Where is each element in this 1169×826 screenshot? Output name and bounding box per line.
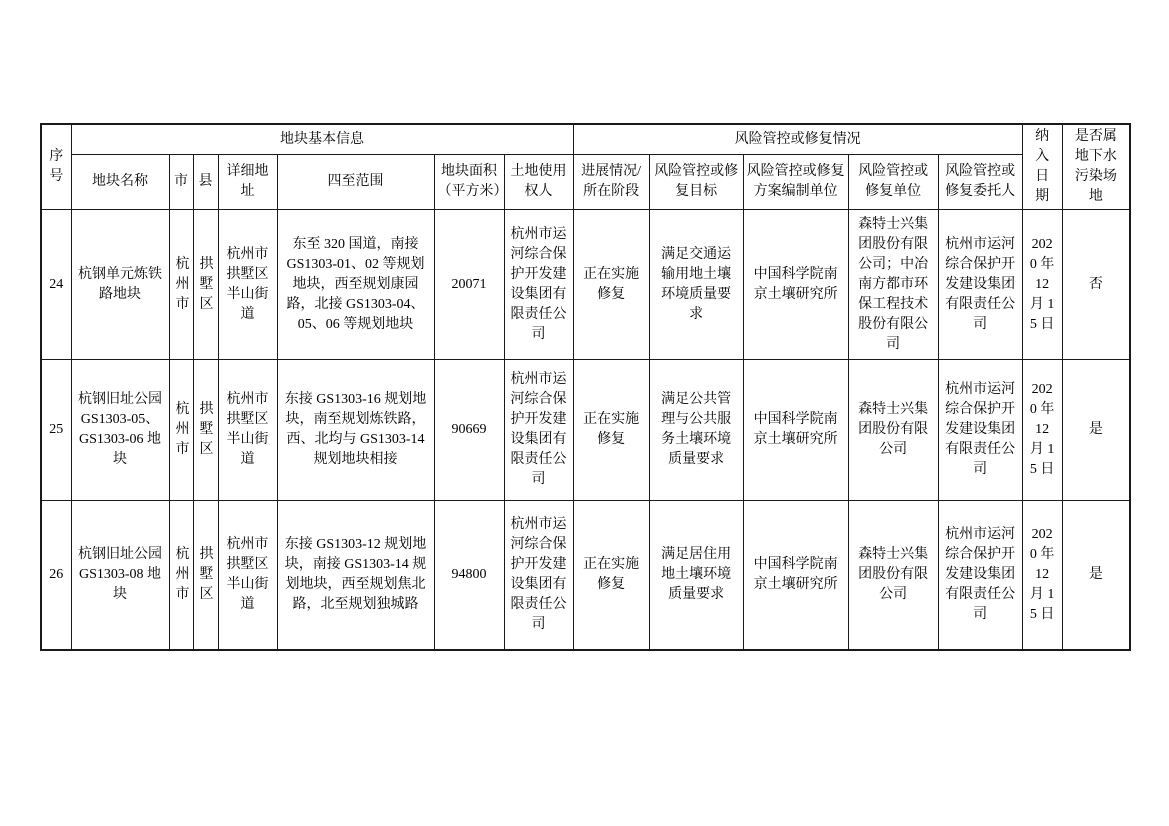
cell-repair-unit: 森特士兴集团股份有限公司 [848, 501, 938, 650]
cell-address: 杭州市拱墅区半山街道 [218, 360, 277, 501]
cell-plan-unit: 中国科学院南京土壤研究所 [743, 210, 848, 360]
table-row [41, 501, 1130, 650]
cell-county: 拱墅区 [193, 360, 218, 501]
cell-progress: 正在实施修复 [573, 360, 649, 501]
cell-inclusion-date: 2020 年 12 月 15 日 [1022, 360, 1062, 501]
subheader-client: 风险管控或修复委托人 [938, 155, 1022, 210]
subheader-county: 县 [193, 155, 218, 210]
table-row [41, 360, 1130, 501]
cell-inclusion-date: 2020 年 12 月 15 日 [1022, 501, 1062, 650]
cell-inclusion-date: 2020 年 12 月 15 日 [1022, 210, 1062, 360]
cell-plan-unit: 中国科学院南京土壤研究所 [743, 360, 848, 501]
subheader-target: 风险管控或修复目标 [649, 155, 743, 210]
cell-seq: 26 [41, 501, 71, 650]
cell-client: 杭州市运河综合保护开发建设集团有限责任公司 [938, 210, 1022, 360]
cell-repair-unit: 森特士兴集团股份有限公司 [848, 360, 938, 501]
cell-repair-unit: 森特士兴集团股份有限公司；中冶南方都市环保工程技术股份有限公司 [848, 210, 938, 360]
subheader-boundary: 四至范围 [277, 155, 434, 210]
header-group-basic-info: 地块基本信息 [71, 124, 573, 155]
cell-area: 20071 [434, 210, 504, 360]
cell-address: 杭州市拱墅区半山街道 [218, 501, 277, 650]
cell-parcel-name: 杭钢旧址公园 GS1303-08 地块 [71, 501, 169, 650]
cell-city: 杭州市 [169, 501, 193, 650]
cell-boundary: 东至 320 国道，南接 GS1303-01、02 等规划地块，西至规划康园路，北接 GS1303-04、05、06 等规划地块 [277, 210, 434, 360]
cell-boundary: 东接 GS1303-16 规划地块，南至规划炼铁路，西、北均与 GS1303-14 规划地块相接 [277, 360, 434, 501]
cell-land-user: 杭州市运河综合保护开发建设集团有限责任公司 [504, 501, 573, 650]
cell-seq: 25 [41, 360, 71, 501]
header-inclusion-date: 纳入日期 [1022, 124, 1062, 210]
land-parcel-registry-table [40, 123, 1131, 651]
cell-groundwater: 是 [1062, 501, 1130, 650]
cell-land-user: 杭州市运河综合保护开发建设集团有限责任公司 [504, 210, 573, 360]
cell-area: 94800 [434, 501, 504, 650]
cell-city: 杭州市 [169, 360, 193, 501]
cell-target: 满足交通运输用地土壤环境质量要求 [649, 210, 743, 360]
cell-address: 杭州市拱墅区半山街道 [218, 210, 277, 360]
cell-area: 90669 [434, 360, 504, 501]
cell-land-user: 杭州市运河综合保护开发建设集团有限责任公司 [504, 360, 573, 501]
cell-plan-unit: 中国科学院南京土壤研究所 [743, 501, 848, 650]
header-groundwater-site: 是否属地下水污染场地 [1062, 124, 1130, 210]
cell-client: 杭州市运河综合保护开发建设集团有限责任公司 [938, 360, 1022, 501]
cell-city: 杭州市 [169, 210, 193, 360]
cell-parcel-name: 杭钢旧址公园 GS1303-05、GS1303-06 地块 [71, 360, 169, 501]
table-row [41, 210, 1130, 360]
cell-progress: 正在实施修复 [573, 501, 649, 650]
cell-progress: 正在实施修复 [573, 210, 649, 360]
cell-target: 满足公共管理与公共服务土壤环境质量要求 [649, 360, 743, 501]
cell-county: 拱墅区 [193, 501, 218, 650]
header-group-risk-control: 风险管控或修复情况 [573, 124, 1022, 155]
cell-groundwater: 否 [1062, 210, 1130, 360]
subheader-area: 地块面积（平方米） [434, 155, 504, 210]
subheader-land-user: 土地使用权人 [504, 155, 573, 210]
cell-county: 拱墅区 [193, 210, 218, 360]
cell-groundwater: 是 [1062, 360, 1130, 501]
cell-boundary: 东接 GS1303-12 规划地块，南接 GS1303-14 规划地块，西至规划焦北路，北至规划独城路 [277, 501, 434, 650]
subheader-city: 市 [169, 155, 193, 210]
cell-client: 杭州市运河综合保护开发建设集团有限责任公司 [938, 501, 1022, 650]
cell-parcel-name: 杭钢单元炼铁路地块 [71, 210, 169, 360]
subheader-repair-unit: 风险管控或修复单位 [848, 155, 938, 210]
subheader-parcel-name: 地块名称 [71, 155, 169, 210]
subheader-progress: 进展情况/所在阶段 [573, 155, 649, 210]
subheader-plan-unit: 风险管控或修复方案编制单位 [743, 155, 848, 210]
cell-target: 满足居住用地土壤环境质量要求 [649, 501, 743, 650]
cell-seq: 24 [41, 210, 71, 360]
header-seq: 序号 [41, 124, 71, 210]
subheader-address: 详细地址 [218, 155, 277, 210]
